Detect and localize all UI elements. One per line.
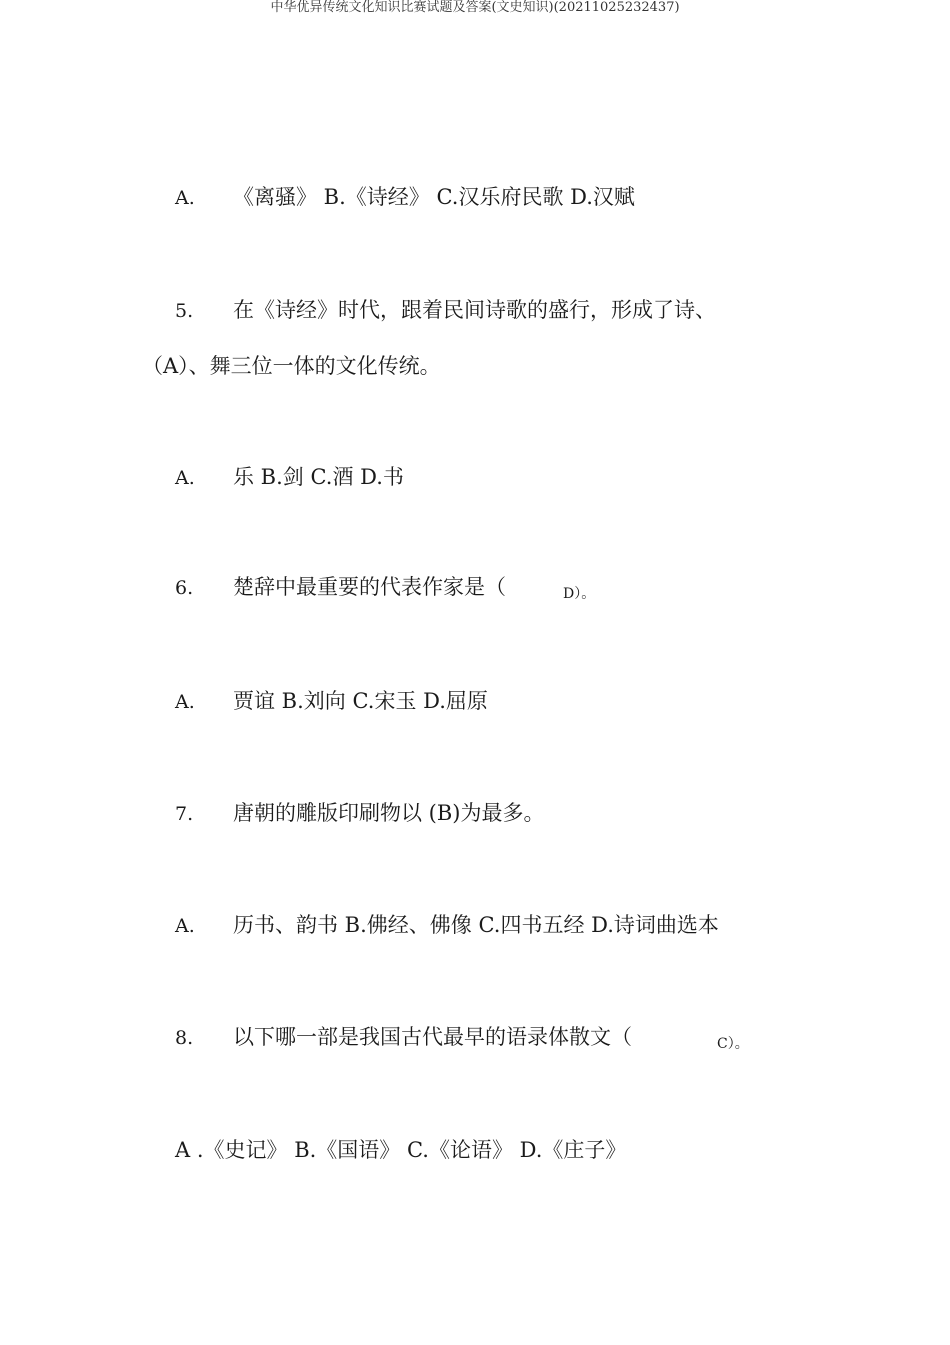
question-text: 楚辞中最重要的代表作家是（ [233,575,506,599]
question-number: 5. [175,300,194,322]
option-label: A. [175,187,195,209]
answer-text: C）。 [717,1036,749,1052]
options-text: 乐 B.剑 C.酒 D.书 [233,465,404,489]
question-text: 唐朝的雕版印刷物以 (B)为最多。 [233,801,545,825]
option-label: A. [175,915,195,937]
question-number: 7. [175,803,194,825]
question-text-line-1: 在《诗经》时代，跟着民间诗歌的盛行，形成了诗、 [233,298,716,322]
options-text: A .《史记》 B.《国语》 C.《论语》 D.《庄子》 [175,1138,627,1162]
question-text-line-2: （A）、舞三位一体的文化传统。 [142,354,441,378]
options-text: 贾谊 B.刘向 C.宋玉 D.屈原 [233,689,488,713]
options-text: 《离骚》 B.《诗经》 C.汉乐府民歌 D.汉赋 [233,185,635,209]
question-text: 以下哪一部是我国古代最早的语录体散文（ [233,1025,632,1049]
option-label: A. [175,691,195,713]
option-label: A. [175,467,195,489]
answer-text: D）。 [563,586,596,602]
options-text: 历书、韵书 B.佛经、佛像 C.四书五经 D.诗词曲选本 [233,913,719,937]
page-header: 中华优异传统文化知识比赛试题及答案(文史知识)(20211025232437) [270,0,680,15]
question-number: 8. [175,1027,194,1049]
question-number: 6. [175,577,194,599]
